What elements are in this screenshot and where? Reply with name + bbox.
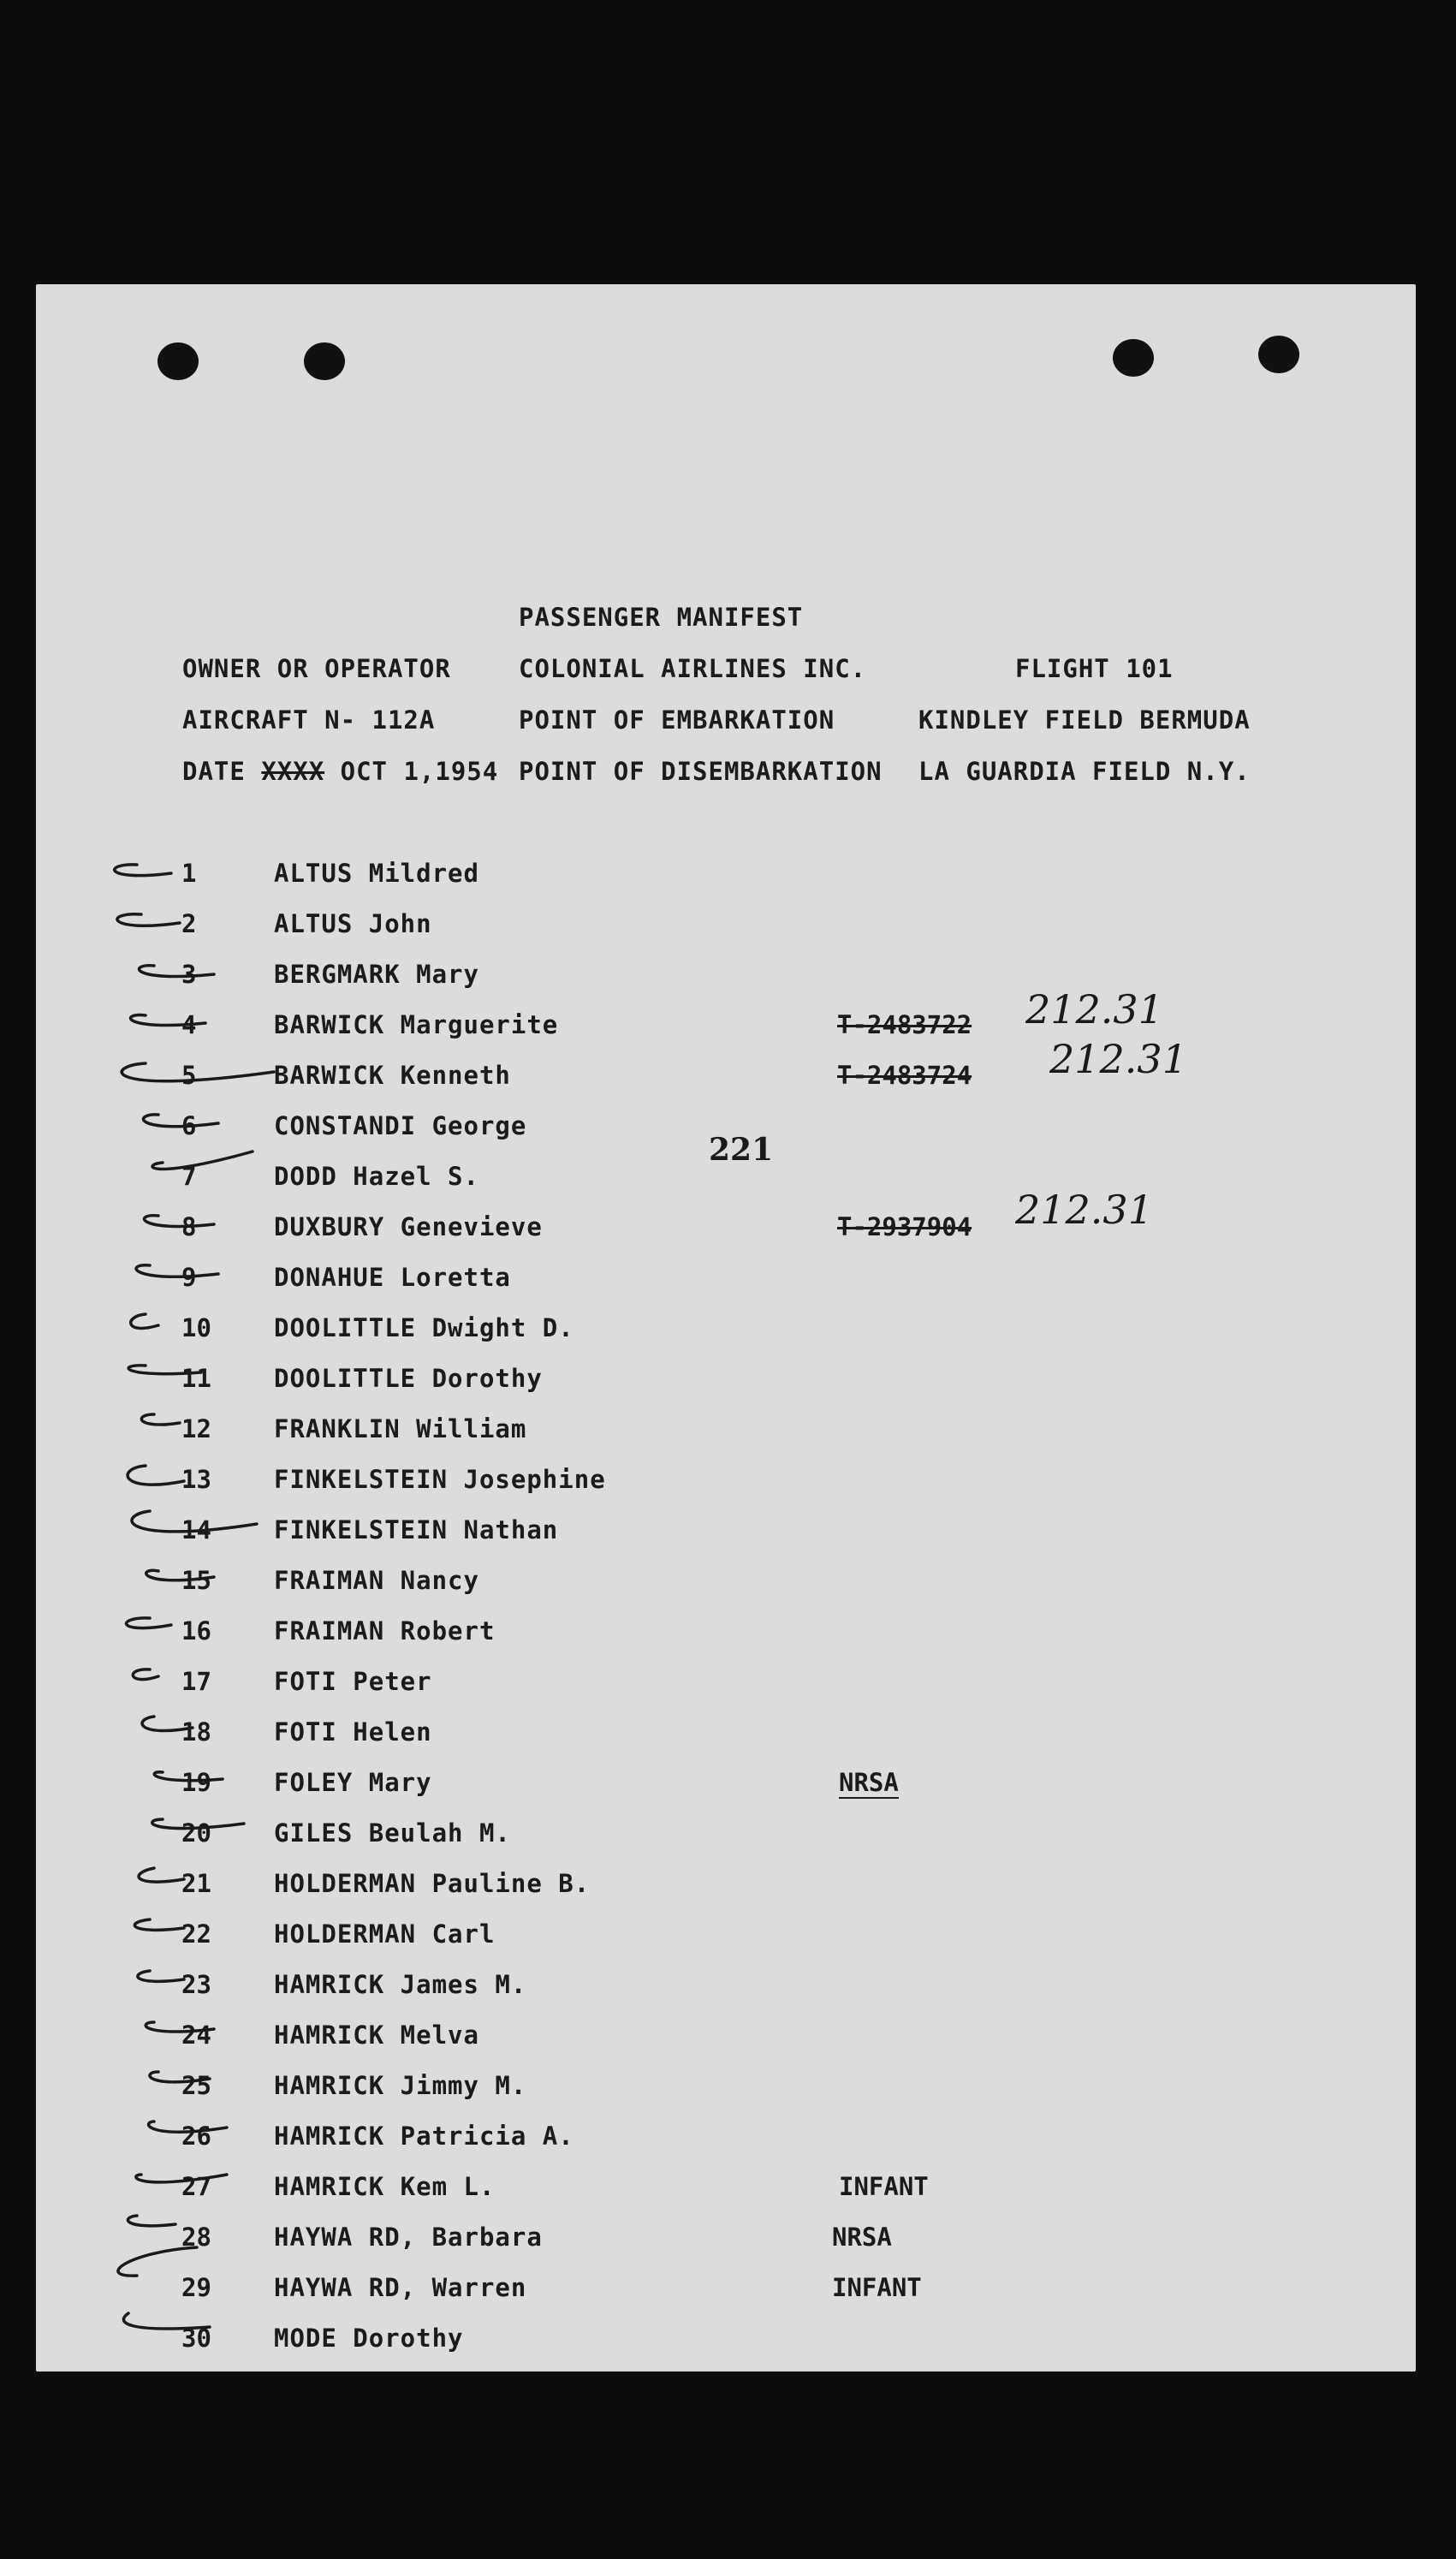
passenger-name: HAMRICK Kem L. bbox=[274, 2172, 496, 2201]
passenger-number: 17 bbox=[181, 1667, 211, 1696]
check-mark-icon bbox=[149, 2122, 227, 2132]
check-mark-icon bbox=[141, 1414, 180, 1425]
passenger-name: FRAIMAN Nancy bbox=[274, 1566, 479, 1595]
passenger-number: 7 bbox=[181, 1162, 197, 1191]
passenger-number: 4 bbox=[181, 1010, 197, 1039]
check-mark-icon bbox=[123, 2313, 210, 2329]
nrsa-note: NRSA bbox=[832, 2223, 892, 2252]
passenger-number: 19 bbox=[181, 1768, 211, 1797]
passenger-name: MODE Dorothy bbox=[274, 2324, 464, 2353]
passenger-name: FRANKLIN William bbox=[274, 1414, 527, 1443]
passenger-number: 25 bbox=[181, 2071, 211, 2100]
passenger-number: 24 bbox=[181, 2020, 211, 2050]
check-mark-icon bbox=[144, 1115, 218, 1127]
passenger-name: HOLDERMAN Carl bbox=[274, 1919, 496, 1949]
check-mark-icon bbox=[127, 1618, 171, 1628]
check-mark-icon bbox=[154, 1772, 223, 1781]
passenger-name: BARWICK Marguerite bbox=[274, 1010, 559, 1039]
check-mark-icon bbox=[150, 2072, 210, 2082]
passenger-number: 18 bbox=[181, 1717, 211, 1747]
passenger-number: 9 bbox=[181, 1263, 197, 1292]
passenger-name: FOTI Peter bbox=[274, 1667, 432, 1696]
passenger-name: HAMRICK James M. bbox=[274, 1970, 527, 1999]
check-mark-icon bbox=[146, 1570, 214, 1580]
check-mark-icon bbox=[131, 1015, 205, 1026]
passenger-number: 11 bbox=[181, 1364, 211, 1393]
passenger-name: HAYWA RD, Warren bbox=[274, 2273, 527, 2302]
disembarkation-value: LA GUARDIA FIELD N.Y. bbox=[918, 757, 1251, 786]
check-mark-icon bbox=[152, 1819, 244, 1829]
check-mark-icon bbox=[122, 1063, 274, 1081]
disembarkation-label: POINT OF DISEMBARKATION bbox=[519, 757, 883, 786]
passenger-name: HAYWA RD, Barbara bbox=[274, 2223, 543, 2252]
passenger-number: 29 bbox=[181, 2273, 211, 2302]
passenger-name: FRAIMAN Robert bbox=[274, 1616, 496, 1645]
passenger-name: HOLDERMAN Pauline B. bbox=[274, 1869, 591, 1898]
passenger-number: 21 bbox=[181, 1869, 211, 1898]
owner-label: OWNER OR OPERATOR bbox=[182, 654, 451, 683]
passenger-name: DOOLITTLE Dwight D. bbox=[274, 1313, 574, 1342]
passenger-number: 27 bbox=[181, 2172, 211, 2201]
check-mark-icon bbox=[142, 1717, 193, 1731]
manifest-title: PASSENGER MANIFEST bbox=[519, 603, 804, 632]
passenger-number: 5 bbox=[181, 1061, 197, 1090]
passenger-number: 30 bbox=[181, 2324, 211, 2353]
passenger-name: FOTI Helen bbox=[274, 1717, 432, 1747]
passenger-name: FINKELSTEIN Josephine bbox=[274, 1465, 606, 1494]
passenger-number: 1 bbox=[181, 859, 197, 888]
infant-note: INFANT bbox=[832, 2273, 922, 2302]
passenger-name: GILES Beulah M. bbox=[274, 1818, 511, 1848]
ticket-number: T-2483724 bbox=[837, 1061, 972, 1090]
passenger-name: ALTUS Mildred bbox=[274, 859, 479, 888]
date-struck: XXXX bbox=[261, 757, 325, 786]
check-mark-icon bbox=[136, 1265, 218, 1277]
ticket-number: T-2483722 bbox=[837, 1010, 972, 1039]
stamp-number: 221 bbox=[709, 1132, 774, 1168]
passenger-number: 22 bbox=[181, 1919, 211, 1949]
passenger-number: 14 bbox=[181, 1515, 211, 1544]
check-mark-icon bbox=[117, 914, 180, 926]
passenger-number: 13 bbox=[181, 1465, 211, 1494]
check-mark-icon bbox=[140, 966, 214, 977]
ticket-number: T-2937904 bbox=[837, 1212, 972, 1241]
passenger-name: FINKELSTEIN Nathan bbox=[274, 1515, 559, 1544]
aircraft-number: AIRCRAFT N- 112A bbox=[182, 705, 436, 735]
date-prefix: DATE bbox=[182, 757, 246, 786]
passenger-name: CONSTANDI George bbox=[274, 1111, 527, 1140]
flight-number: FLIGHT 101 bbox=[1015, 654, 1174, 683]
check-mark-icon bbox=[118, 2247, 197, 2276]
check-mark-icon bbox=[139, 1868, 184, 1882]
passenger-number: 28 bbox=[181, 2223, 211, 2252]
passenger-name: BERGMARK Mary bbox=[274, 960, 479, 989]
passenger-name: DODD Hazel S. bbox=[274, 1162, 479, 1191]
passenger-number: 15 bbox=[181, 1566, 211, 1595]
passenger-name: DONAHUE Loretta bbox=[274, 1263, 511, 1292]
nrsa-note: NRSA bbox=[839, 1768, 899, 1797]
check-mark-icon bbox=[128, 1366, 201, 1374]
passenger-name: DOOLITTLE Dorothy bbox=[274, 1364, 543, 1393]
passenger-number: 26 bbox=[181, 2122, 211, 2151]
owner-value: COLONIAL AIRLINES INC. bbox=[519, 654, 867, 683]
check-mark-icon bbox=[134, 1919, 184, 1930]
handwritten-fare: 212.31 bbox=[1025, 986, 1163, 1033]
passenger-number: 23 bbox=[181, 1970, 211, 1999]
passenger-name: HAMRICK Melva bbox=[274, 2020, 479, 2050]
handwritten-fare: 212.31 bbox=[1049, 1036, 1187, 1082]
check-mark-icon bbox=[136, 2175, 227, 2182]
check-mark-icon bbox=[132, 1511, 257, 1532]
check-mark-icon bbox=[133, 1669, 158, 1680]
passenger-number: 16 bbox=[181, 1616, 211, 1645]
passenger-number: 10 bbox=[181, 1313, 211, 1342]
check-mark-icon bbox=[145, 1216, 214, 1227]
check-mark-icon bbox=[128, 1466, 184, 1485]
passenger-name: FOLEY Mary bbox=[274, 1768, 432, 1797]
check-mark-icon bbox=[152, 1152, 253, 1169]
passenger-number: 6 bbox=[181, 1111, 197, 1140]
passenger-name: DUXBURY Genevieve bbox=[274, 1212, 543, 1241]
infant-note: INFANT bbox=[839, 2172, 929, 2201]
passenger-number: 3 bbox=[181, 960, 197, 989]
check-mark-icon bbox=[146, 2022, 214, 2032]
passenger-number: 12 bbox=[181, 1414, 211, 1443]
passenger-number: 8 bbox=[181, 1212, 197, 1241]
passenger-name: ALTUS John bbox=[274, 909, 432, 938]
passenger-name: HAMRICK Patricia A. bbox=[274, 2122, 574, 2151]
handwritten-fare: 212.31 bbox=[1015, 1187, 1153, 1233]
check-mark-icon bbox=[115, 865, 171, 876]
embarkation-label: POINT OF EMBARKATION bbox=[519, 705, 835, 735]
passenger-number: 20 bbox=[181, 1818, 211, 1848]
date-value: OCT 1,1954 bbox=[340, 757, 499, 786]
check-mark-icon bbox=[128, 2216, 175, 2226]
check-mark-icon bbox=[138, 1971, 184, 1981]
passenger-name: BARWICK Kenneth bbox=[274, 1061, 511, 1090]
embarkation-value: KINDLEY FIELD BERMUDA bbox=[918, 705, 1251, 735]
passenger-name: HAMRICK Jimmy M. bbox=[274, 2071, 527, 2100]
passenger-number: 2 bbox=[181, 909, 197, 938]
check-mark-icon bbox=[131, 1314, 158, 1328]
